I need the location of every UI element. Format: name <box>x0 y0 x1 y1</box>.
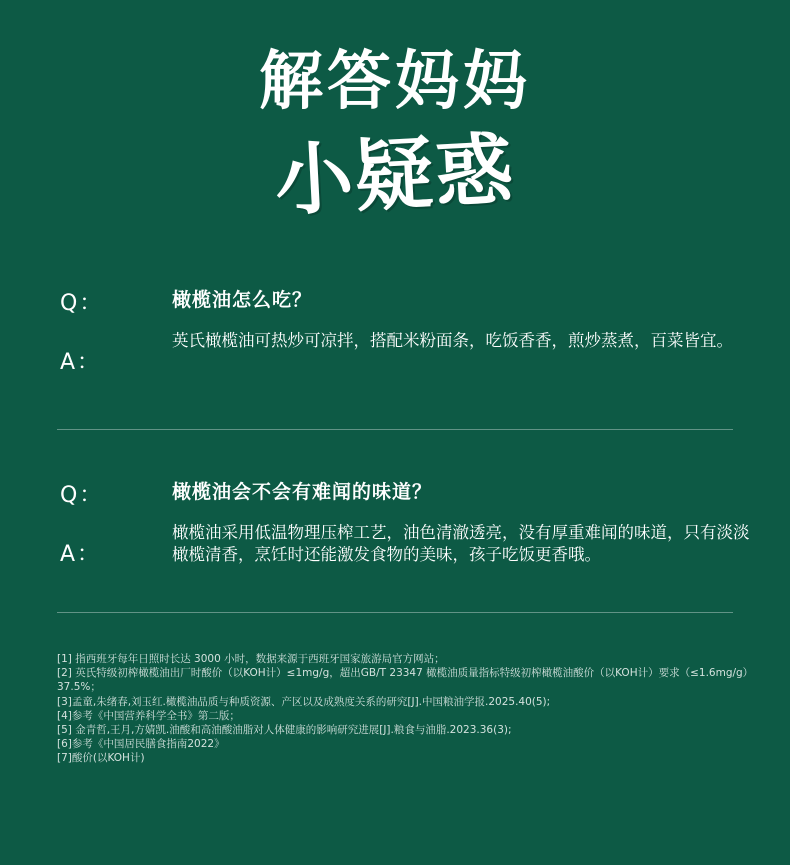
question-text: 橄榄油怎么吃？ <box>172 289 313 311</box>
reference-item: [7]酸价(以KOH计) <box>57 752 145 765</box>
answer-text: 英氏橄榄油可热炒可凉拌，搭配米粉面条，吃饭香香，煎炒蒸煮，百菜皆宜。 <box>172 331 733 350</box>
divider <box>57 429 733 430</box>
reference-item: [4]参考《中国营养科学全书》第二版； <box>57 709 240 722</box>
references-list <box>57 652 757 766</box>
reference-item: [1] 指西班牙每年日照时长达 3000 小时，数据来源于西班牙国家旅游局官方网站； <box>57 653 445 665</box>
question-marker: Q： <box>60 291 104 316</box>
answer-marker: A： <box>60 542 102 567</box>
answer-marker: A： <box>60 350 102 375</box>
answer-text: 橄榄油采用低温物理压榨工艺，油色清澈透亮，没有厚重难闻的味道，只有淡淡橄榄清香，烹饪时还能激发食物的美味，孩子吃饭更香哦。 <box>172 523 750 564</box>
page-subtitle: 小疑惑 <box>272 124 518 228</box>
reference-item: [5] 金青哲,王月,方婧凯.油酸和高油酸油脂对人体健康的影响研究进展[J].粮食与油脂.2023.36(3); <box>57 724 512 737</box>
question-text: 橄榄油会不会有难闻的味道？ <box>172 481 433 503</box>
page-title: 解答妈妈 <box>259 45 531 119</box>
question-marker: Q： <box>60 483 104 508</box>
reference-item: [3]孟童,朱绪春,刘玉红.橄榄油品质与种质资源、产区以及成熟度关系的研究[J].中国粮油学报.2025.40(5); <box>57 695 551 708</box>
divider <box>57 612 733 613</box>
reference-item: [6]参考《中国居民膳食指南2022》 <box>57 738 225 751</box>
reference-item: [2] 英氏特级初榨橄榄油出厂时酸价（以KOH计）≤1mg/g，超出GB/T 23347 橄榄油质量指标特级初榨橄榄油酸价（以KOH计）要求（≤1.6mg/g）37.5%； <box>57 667 754 694</box>
